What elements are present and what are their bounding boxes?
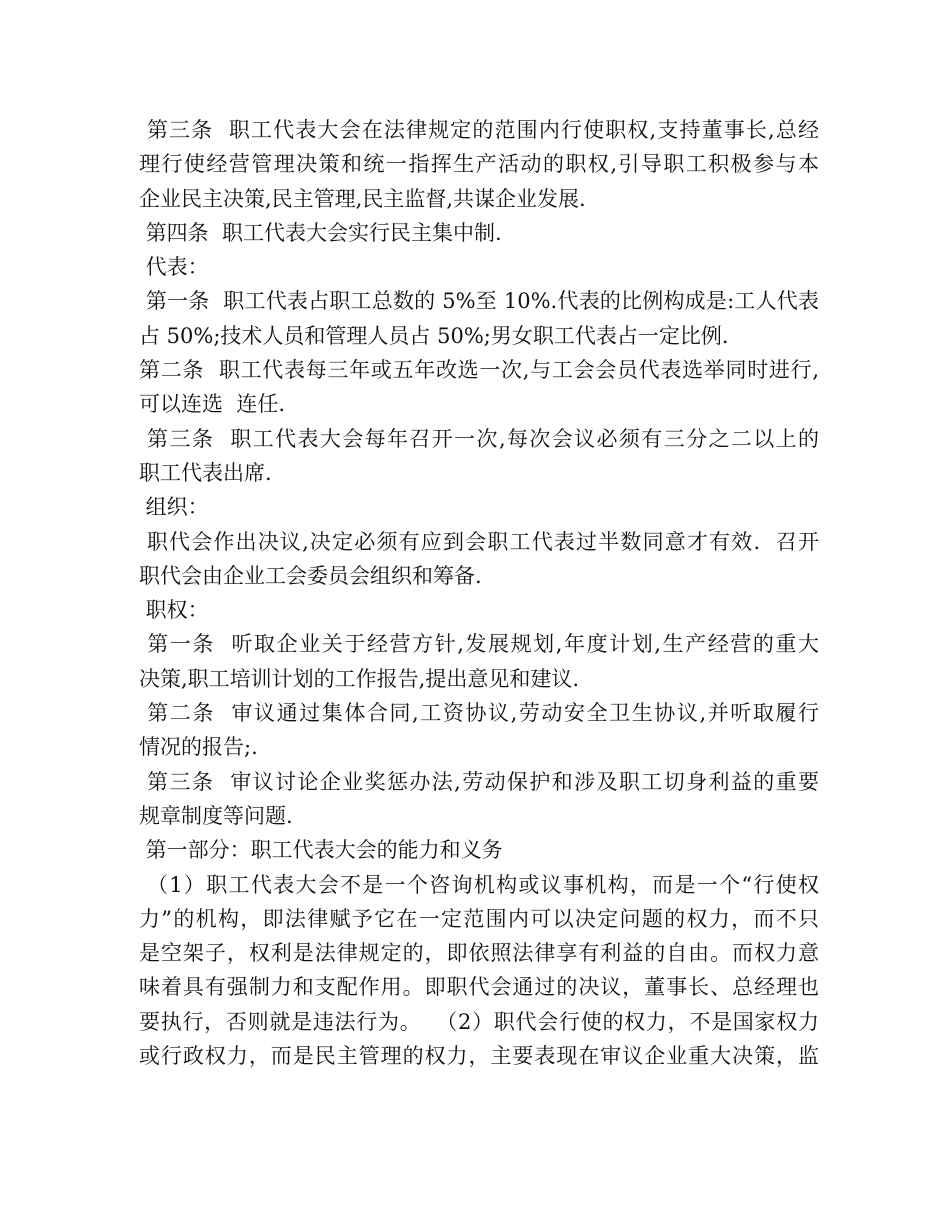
text-line-3: 企业民主决策,民主管理,民主监督,共谋企业发展. [139,186,586,211]
text-line-23: （1）职工代表大会不是一个咨询机构或议事机构，而是一个“行使权 [139,872,819,897]
text-line-1: 第三条 职工代表大会在法律规定的范围内行使职权,支持董事长,总经 [139,118,819,142]
text-line-28: 或行政权力，而是民主管理的权力，主要表现在审议企业重大决策，监 [139,1044,819,1069]
section-heading-powers: 职权： [139,598,209,623]
document-body [139,113,819,1073]
text-line-6: 第一条 职工代表占职工总数的 5%至 10%.代表的比例构成是:工人代表 [139,289,819,314]
text-line-2: 理行使经营管理决策和统一指挥生产活动的职权,引导职工积极参与本 [139,152,819,177]
text-line-8: 第二条 职工代表每三年或五年改选一次,与工会会员代表选举同时进行, [139,358,819,383]
text-line-7: 占 50%;技术人员和管理人员占 50%;男女职工代表占一定比例. [139,323,729,348]
text-line-25: 是空架子，权利是法律规定的，即依照法律享有利益的自由。而权力意 [139,941,819,966]
text-line-24: 力”的机构，即法律赋予它在一定范围内可以决定问题的权力，而不只 [139,906,819,931]
text-line-27: 要执行，否则就是违法行为。 （2）职代会行使的权力，不是国家权力 [139,1009,819,1034]
text-line-21: 规章制度等问题. [139,803,293,828]
text-line-13: 职代会作出决议,决定必须有应到会职工代表过半数同意才有效. 召开 [139,529,819,554]
text-line-14: 职代会由企业工会委员会组织和筹备. [139,563,482,588]
text-line-18: 第二条 审议通过集体合同,工资协议,劳动安全卫生协议,并听取履行 [139,701,819,726]
section-heading-part-one: 第一部分：职工代表大会的能力和义务 [139,838,503,863]
text-line-17: 决策,职工培训计划的工作报告,提出意见和建议. [139,666,580,691]
section-heading-organization: 组织： [139,495,209,520]
text-line-20: 第三条 审议讨论企业奖惩办法,劳动保护和涉及职工切身利益的重要 [139,769,819,794]
text-line-10: 第三条 职工代表大会每年召开一次,每次会议必须有三分之二以上的 [139,426,819,451]
section-heading-delegates: 代表： [139,255,209,280]
text-line-26: 味着具有强制力和支配作用。即职代会通过的决议，董事长、总经理也 [139,975,819,1000]
text-line-9: 可以连选 连任. [139,392,286,417]
text-line-19: 情况的报告;. [139,735,258,760]
text-line-16: 第一条 听取企业关于经营方针,发展规划,年度计划,生产经营的重大 [139,632,819,657]
text-line-11: 职工代表出席. [139,460,272,485]
text-line-4: 第四条 职工代表大会实行民主集中制. [139,220,502,245]
